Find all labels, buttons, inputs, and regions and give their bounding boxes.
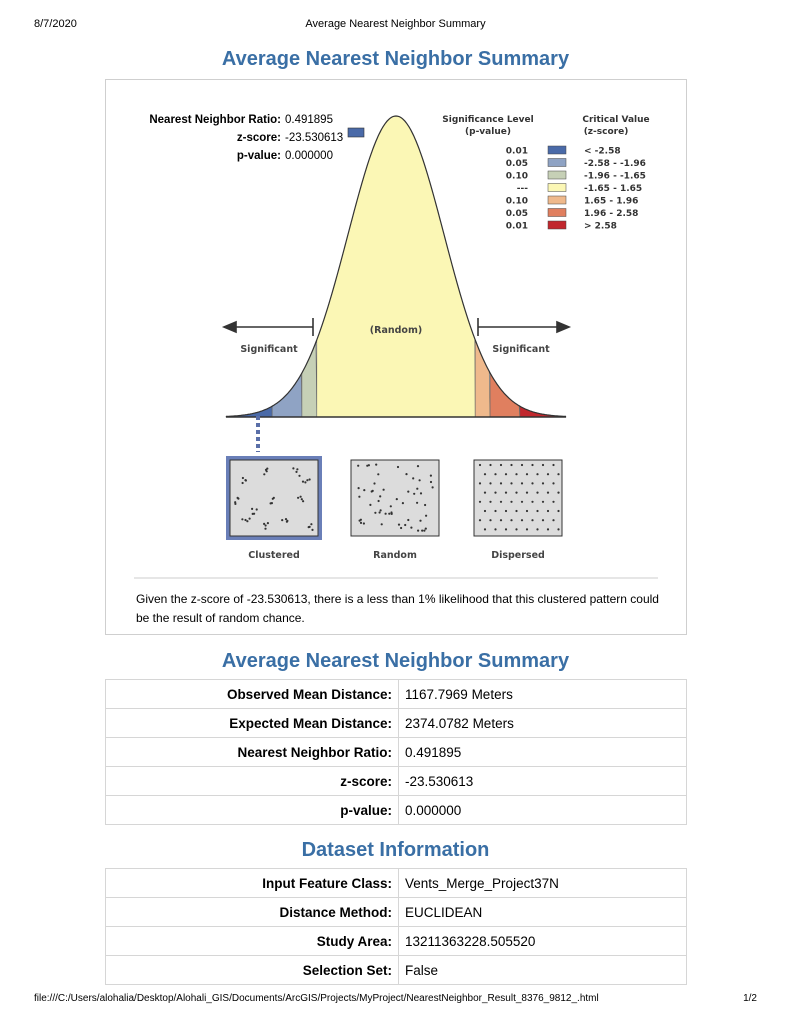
row-key: Selection Set: — [106, 956, 399, 985]
random-dot — [420, 492, 422, 494]
clustered-dot — [267, 522, 269, 524]
stat-value: -23.530613 — [285, 132, 344, 144]
print-title: Average Nearest Neighbor Summary — [305, 18, 486, 30]
summary-table — [105, 679, 687, 825]
clustered-dot — [285, 518, 287, 520]
dispersed-dot — [547, 473, 549, 475]
dispersed-dot — [505, 510, 507, 512]
random-dot — [410, 527, 412, 529]
table-row — [106, 898, 687, 927]
curve-band-1-96-1-65 — [302, 342, 317, 417]
legend-z-value: 1.65 - 1.96 — [584, 196, 639, 207]
random-dot — [379, 511, 381, 513]
dispersed-dot — [526, 528, 528, 530]
clustered-dot — [237, 498, 239, 500]
clustered-dot — [265, 524, 267, 526]
curve-band-gt-2-58 — [520, 406, 566, 417]
dispersed-dot — [557, 492, 559, 494]
stat-row — [136, 147, 343, 165]
legend-p-value: 0.05 — [505, 209, 528, 219]
random-dot — [416, 502, 418, 504]
dispersed-label: Dispersed — [491, 550, 545, 561]
stat-value: 0.000000 — [285, 150, 333, 162]
random-dot — [425, 528, 427, 530]
row-value: -23.530613 — [399, 767, 687, 796]
dataset-table — [105, 868, 687, 985]
random-dot — [404, 524, 406, 526]
dispersed-dot — [510, 464, 512, 466]
random-dot — [373, 482, 375, 484]
significant-right-label: Significant — [492, 344, 550, 355]
legend-p-value: 0.05 — [505, 159, 528, 169]
dispersed-dot — [494, 473, 496, 475]
legend-p-value: 0.01 — [505, 221, 528, 232]
dispersed-dot — [552, 464, 554, 466]
random-dot — [397, 466, 399, 468]
clustered-dot — [271, 502, 273, 504]
dispersed-dot — [505, 473, 507, 475]
figure-caption: Given the z-score of -23.530613, there is a less than 1% likelihood that this clustered pattern could be the result of random chance. — [136, 592, 659, 625]
arrow-left-icon — [224, 322, 236, 332]
zscore-swatch — [348, 128, 364, 137]
random-dot — [417, 465, 419, 467]
clustered-dot — [309, 478, 311, 480]
stat-label: Nearest Neighbor Ratio: — [149, 114, 281, 126]
dispersed-dot — [510, 501, 512, 503]
clustered-dot — [286, 520, 288, 522]
clustered-dot — [242, 477, 244, 479]
legend-p-value: 0.10 — [505, 171, 528, 182]
clustered-dot — [264, 528, 266, 530]
table-row — [106, 767, 687, 796]
dispersed-dot — [489, 501, 491, 503]
dispersed-dot — [510, 519, 512, 521]
clustered-dot — [296, 468, 298, 470]
dispersed-dot — [479, 519, 481, 521]
row-key: Input Feature Class: — [106, 869, 399, 898]
stat-value: 0.491895 — [285, 114, 333, 126]
figure-stats — [136, 111, 343, 165]
dispersed-dot — [531, 501, 533, 503]
dispersed-dot — [494, 528, 496, 530]
row-value: 0.491895 — [399, 738, 687, 767]
dispersed-dot — [500, 464, 502, 466]
dispersed-dot — [479, 482, 481, 484]
significance-legend — [442, 115, 649, 232]
random-dot — [419, 520, 421, 522]
random-dot — [363, 489, 365, 491]
dispersed-dot — [521, 501, 523, 503]
random-dot — [378, 500, 380, 502]
row-value: 13211363228.505520 — [399, 927, 687, 956]
clustered-dot — [251, 508, 253, 510]
random-dot — [421, 530, 423, 532]
clustered-dot — [310, 523, 312, 525]
dispersed-dot — [557, 510, 559, 512]
random-dot — [398, 524, 400, 526]
clustered-dot — [302, 481, 304, 483]
clustered-dot — [295, 471, 297, 473]
row-key: Nearest Neighbor Ratio: — [106, 738, 399, 767]
random-dot — [416, 488, 418, 490]
dispersed-dot — [536, 528, 538, 530]
random-dot — [363, 522, 365, 524]
clustered-dot — [300, 496, 302, 498]
dispersed-dot — [479, 464, 481, 466]
random-dot — [385, 513, 387, 515]
random-dot — [412, 477, 414, 479]
clustered-dot — [246, 520, 248, 522]
dispersed-dot — [547, 510, 549, 512]
random-dot — [405, 473, 407, 475]
print-page-number: 1/2 — [743, 993, 757, 1004]
random-dot — [423, 530, 425, 532]
row-value: False — [399, 956, 687, 985]
dataset-section-title: Dataset Information — [301, 839, 490, 861]
legend-subheader-p: (p-value) — [465, 127, 511, 137]
dispersed-dot — [489, 464, 491, 466]
dispersed-dot — [526, 473, 528, 475]
dispersed-dot — [531, 482, 533, 484]
dispersed-dot — [557, 528, 559, 530]
legend-p-value: 0.01 — [505, 146, 528, 157]
dispersed-dot — [515, 510, 517, 512]
stat-row — [136, 129, 343, 147]
dispersed-dot — [494, 492, 496, 494]
clustered-dot — [301, 498, 303, 500]
legend-z-value: -1.65 - 1.65 — [584, 184, 643, 194]
dispersed-dot — [552, 519, 554, 521]
dispersed-dot — [536, 510, 538, 512]
random-dot — [396, 498, 398, 500]
legend-z-value: > 2.58 — [584, 221, 617, 232]
table-row — [106, 927, 687, 956]
nearest-neighbor-figure — [105, 79, 687, 635]
clustered-dot — [252, 513, 254, 515]
random-dot — [359, 520, 361, 522]
row-value: Vents_Merge_Project37N — [399, 869, 687, 898]
legend-z-value: -2.58 - -1.96 — [584, 159, 646, 169]
row-key: p-value: — [106, 796, 399, 825]
row-key: Distance Method: — [106, 898, 399, 927]
random-dot — [400, 527, 402, 529]
dispersed-dot — [484, 510, 486, 512]
curve-band-lt-2-58 — [226, 406, 272, 417]
clustered-dot — [298, 475, 300, 477]
clustered-dot — [308, 526, 310, 528]
dispersed-dot — [526, 492, 528, 494]
stat-row — [136, 111, 343, 129]
dispersed-dot — [531, 519, 533, 521]
dispersed-dot — [479, 501, 481, 503]
random-dot — [358, 496, 360, 498]
row-key: z-score: — [106, 767, 399, 796]
dispersed-dot — [536, 492, 538, 494]
dispersed-dot — [526, 510, 528, 512]
dispersed-dot — [500, 501, 502, 503]
dispersed-dot — [547, 492, 549, 494]
significant-left-label: Significant — [240, 344, 298, 355]
clustered-dot — [306, 479, 308, 481]
random-dot — [383, 489, 385, 491]
random-dot — [360, 522, 362, 524]
curve-band-1-65-1-96 — [475, 340, 490, 417]
random-dot — [430, 481, 432, 483]
row-key: Study Area: — [106, 927, 399, 956]
dispersed-dot — [515, 528, 517, 530]
random-dot — [425, 515, 427, 517]
clustered-dot — [241, 518, 243, 520]
dispersed-dot — [521, 464, 523, 466]
clustered-dot — [302, 500, 304, 502]
random-dot — [377, 473, 379, 475]
dispersed-dot — [500, 519, 502, 521]
random-dot — [419, 479, 421, 481]
table-row — [106, 869, 687, 898]
random-dot — [413, 493, 415, 495]
clustered-dot — [234, 501, 236, 503]
dispersed-dot — [484, 492, 486, 494]
dispersed-dot — [505, 528, 507, 530]
legend-swatch — [548, 196, 566, 204]
row-value: 2374.0782 Meters — [399, 709, 687, 738]
table-row — [106, 738, 687, 767]
random-dot — [374, 512, 376, 514]
clustered-dot — [304, 481, 306, 483]
clustered-dot — [311, 529, 313, 531]
random-label: Random — [373, 550, 417, 561]
dispersed-dot — [521, 519, 523, 521]
arrow-right-icon — [557, 322, 569, 332]
legend-p-value: --- — [516, 184, 528, 194]
clustered-dot — [242, 482, 244, 484]
clustered-dot — [265, 469, 267, 471]
random-dot — [369, 504, 371, 506]
legend-z-value: < -2.58 — [584, 146, 621, 157]
legend-subheader-z: (z-score) — [583, 127, 629, 137]
random-dot — [432, 486, 434, 488]
random-dot — [417, 530, 419, 532]
random-dot — [357, 465, 359, 467]
row-value: 0.000000 — [399, 796, 687, 825]
dispersed-dot — [542, 519, 544, 521]
dispersed-dot — [542, 501, 544, 503]
random-dot — [372, 490, 374, 492]
random-dot — [368, 464, 370, 466]
clustered-dot — [256, 508, 258, 510]
legend-z-value: 1.96 - 2.58 — [584, 209, 639, 219]
dispersed-dot — [552, 482, 554, 484]
legend-p-value: 0.10 — [505, 196, 528, 207]
row-key: Expected Mean Distance: — [106, 709, 399, 738]
clustered-dot — [249, 518, 251, 520]
random-dot — [390, 505, 392, 507]
random-dot — [381, 523, 383, 525]
random-dot — [358, 487, 360, 489]
row-value: EUCLIDEAN — [399, 898, 687, 927]
clustered-dot — [273, 497, 275, 499]
legend-swatch — [548, 159, 566, 167]
clustered-dot — [263, 473, 265, 475]
dispersed-dot — [557, 473, 559, 475]
legend-swatch — [548, 221, 566, 229]
dispersed-dot — [515, 492, 517, 494]
legend-swatch — [548, 146, 566, 154]
legend-swatch — [548, 184, 566, 192]
legend-header-p: Significance Level — [442, 115, 534, 125]
clustered-dot — [244, 519, 246, 521]
clustered-dot — [263, 523, 265, 525]
summary-section-title: Average Nearest Neighbor Summary — [221, 650, 570, 672]
row-value: 1167.7969 Meters — [399, 680, 687, 709]
legend-z-value: -1.96 - -1.65 — [584, 171, 646, 182]
legend-swatch — [548, 171, 566, 179]
random-dot — [390, 511, 392, 513]
dispersed-dot — [494, 510, 496, 512]
print-file-path: file:///C:/Users/alohalia/Desktop/Alohali_GIS/Documents/ArcGIS/Projects/MyProject/NearestNeighbor_Result_8376_9812_.html — [34, 993, 599, 1004]
legend-swatch — [548, 209, 566, 217]
dispersed-dot — [536, 473, 538, 475]
pattern-panels — [226, 456, 562, 561]
legend-header-z: Critical Value — [582, 115, 650, 125]
clustered-dot — [297, 497, 299, 499]
dispersed-dot — [515, 473, 517, 475]
dispersed-dot — [484, 528, 486, 530]
dispersed-dot — [489, 482, 491, 484]
random-dot — [407, 519, 409, 521]
dispersed-dot — [510, 482, 512, 484]
random-curve-label: (Random) — [369, 325, 423, 336]
dispersed-dot — [521, 482, 523, 484]
dispersed-dot — [484, 473, 486, 475]
table-row — [106, 680, 687, 709]
row-key: Observed Mean Distance: — [106, 680, 399, 709]
clustered-dot — [281, 519, 283, 521]
random-panel — [351, 460, 439, 536]
clustered-dot — [292, 467, 294, 469]
dispersed-dot — [542, 464, 544, 466]
dispersed-dot — [489, 519, 491, 521]
figure-section-title: Average Nearest Neighbor Summary — [221, 48, 570, 70]
dispersed-dot — [500, 482, 502, 484]
dispersed-dot — [542, 482, 544, 484]
dispersed-dot — [547, 528, 549, 530]
clustered-dot — [244, 479, 246, 481]
clustered-label: Clustered — [248, 550, 300, 561]
dispersed-dot — [531, 464, 533, 466]
stat-label: p-value: — [236, 150, 281, 162]
random-dot — [388, 513, 390, 515]
dispersed-dot — [552, 501, 554, 503]
print-date: 8/7/2020 — [34, 18, 77, 30]
random-dot — [375, 464, 377, 466]
random-dot — [402, 502, 404, 504]
random-dot — [380, 509, 382, 511]
table-row — [106, 796, 687, 825]
dispersed-panel — [474, 460, 562, 536]
table-row — [106, 709, 687, 738]
table-row — [106, 956, 687, 985]
random-dot — [407, 491, 409, 493]
stat-label: z-score: — [236, 132, 281, 144]
random-dot — [430, 475, 432, 477]
random-dot — [379, 495, 381, 497]
dispersed-dot — [505, 492, 507, 494]
random-dot — [424, 504, 426, 506]
